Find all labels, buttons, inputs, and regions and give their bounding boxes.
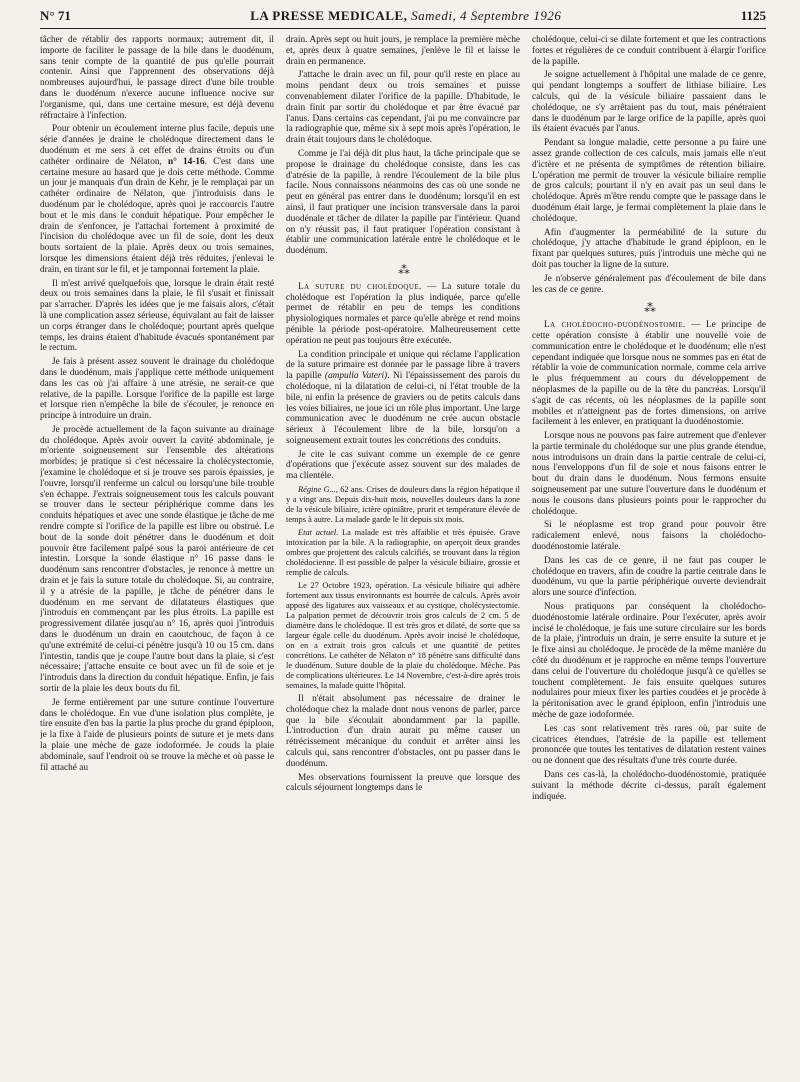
catheter-size: n° 14-16 [167, 156, 205, 167]
case-report [286, 485, 520, 525]
paragraph: Lorsque nous ne pouvons pas faire autrement que d'enlever la partie terminale du cholédoque sur une plus grande étendue, nous introduisons un drain dans la partie centrale de celui-ci, nous l'enveloppons d'un fil de soie et nous faisons entrer le bout du drain dans le duodénum. Nous fermons ensuite soigneusement par une suture l'ouverture dans le duodénum et nous le cousons dans plusieurs points pour le rapprocher du cholédoque. [532, 431, 766, 517]
text-run: , 62 ans. Crises de douleurs dans la région hépatique il y a vingt ans. Depuis dix-huit mois, nouvelles douleurs dans la zone de la vésicule biliaire, ictère opiniâtre, prurit et température élevée de temps à autre. La malade garde le lit depuis six mois. [286, 485, 520, 525]
patient-name: Régine G... [298, 485, 336, 495]
page-number: 1125 [740, 8, 766, 23]
issue-number: N° 71 [40, 8, 71, 23]
section-heading: La cholédocho-duodénostomie. [544, 320, 686, 331]
column-2 [286, 35, 520, 1075]
text-run: La condition principale et unique qui réclame l'application de la suture primaire est donnée par le passage libre à travers la papille [286, 349, 520, 382]
text-run: — Le principe de cette opération consiste à établir une nouvelle voie de communication entre le cholédoque et le duodénum; elle n'est cependant indiquée que lorsque nous ne sommes pas en état de rétablir la voie de communication normale, comme cela arrive le plus fréquemment au cours du développement de néoplasmes de la papille ou de la tête du pancréas. Lorsqu'il s'agit de cas récents, où les néoplasmes de la papille sont mobiles et n'atteignent pas de fortes dimensions, on arrive facilement à les enlever, en pratiquant la duodénostomie. [532, 320, 766, 428]
paragraph: Je soigne actuellement à l'hôpital une malade de ce genre, qui pendant longtemps a souffert de lithiase biliaire. Les calculs, qui de la vésicule biliaire passaient dans le cholédoque, ne s'y arrêtaient pas du tout, mais pénétraient dans le duodénum par le large orifice de la papille, après quoi ils étaient évacués par l'anus. [532, 70, 766, 135]
running-title [250, 8, 561, 24]
text-run: . C'est dans une certaine mesure au hasard que je dois cette méthode. Comme un jour je manquais d'un drain de Kehr, je le remplaçai par un cathéter ordinaire de Nélaton, que j'introduisis dans le duodénum par le cholédoque, après quoi je raccourcis l'autre bout et le mis dans le conduit hépatique. Pour empêcher le drain de s'enfoncer, je l'attachai fortement à proximité de l'incision du cholédoque avec un fil de soie, dont les deux bouts sortaient de la plaie. Après deux ou trois semaines, lorsque les dimensions étaient déjà très réduites, j'enlevai le drain, en tirant sur le fil, et je tamponnai fortement la plaie. [40, 156, 274, 275]
paragraph: Il m'est arrivé quelquefois que, lorsque le drain était resté deux ou trois semaines dans la plaie, le fil s'usait et finissait par s'arracher. D'après les idées que je me faisais alors, c'était là une complication assez sérieuse, équivalant au fait de laisser un corps étranger dans le cholédoque; pourtant après quelque temps, les drains étaient d'habitude évacués spontanément par le rectum. [40, 278, 274, 354]
paragraph: Les cas sont relativement très rares où, par suite de cicatrices étendues, l'atrésie de la papille est tellement prononcée que toutes les tentatives de dilatation restent vaines ou ne donnent que des résultats d'une très courte durée. [532, 723, 766, 767]
section-separator: ⁂ [398, 262, 408, 277]
paragraph: Il n'était absolument pas nécessaire de drainer le cholédoque chez la malade dont nous venons de parler, parce que la bile s'écoulait abondamment par la papille. L'introduction d'un drain aurait pu même causer un rétrécissement mécanique du conduit et arrêter ainsi les calculs qui, sans rencontrer d'obstacles, ont pu passer dans le duodénum. [286, 694, 520, 769]
text-run: Pour obtenir un écoulement interne plus facile, depuis une série d'années je draine le cholédoque directement dans le duodénum et me sers à cet effet de drains étroits ou d'un cathéter ordinaire de Nélaton, [40, 124, 274, 167]
paragraph: Nous pratiquons par conséquent la cholédocho-duodénostomie latérale ordinaire. Pour l'exécuter, après avoir incisé le cholédoque, je fais une suture circulaire sur les bords de la plaie, j'introduis un drain, je serre ensuite la suture et je le fixe ainsi au cholédoque. Je procède de la même manière du côté du duodénum et je rapproche en même temps l'ouverture dans celui de l'ouverture du cholédoque jusqu'à ce qu'elles se touchent complètement. Je fais ensuite quelques sutures nodulaires pour mieux fixer les parties coudées et je procède à la péritonisation avec le grand épiploon, enfin j'introduis une mèche de gaze iodoformée. [532, 602, 766, 721]
text-run: . La malade est très affaiblie et très épuisée. Grave intoxication par la bile. A la radiographie, on aperçoit deux grandes ombres que projettent des calculs calcifiés, se trouvant dans la région cholédocienne. Il est possible de palper la vésicule biliaire, grossie et remplie de calculs. [286, 528, 520, 578]
paragraph [286, 282, 520, 347]
column-1 [40, 35, 274, 1075]
journal-name: LA PRESSE MEDICALE, [250, 8, 408, 23]
paragraph: Je n'observe généralement pas d'écoulement de bile dans les cas de ce genre. [532, 273, 766, 295]
paragraph: Je procède actuellement de la façon suivante au drainage du cholédoque. Après avoir ouvert la cavité abdominale, je m'oriente soigneusement sur l'ensemble des altérations morbides; je pratique si c'est nécessaire la cholécystectomie, j'examine le cholédoque et si je trouve ses parois épaissies, je l'ouvre, lorsqu'il renferme un calcul ou lorsqu'une bile trouble s'en échappe. J'extrais soigneusement tous les calculs pouvant se trouver dans le secteur périphérique comme dans les conduits hépatiques et avec une sonde élastique je tâche de me rendre compte si l'orifice de la papille est libre ou obstrué. Le bout de la sonde doit pénétrer dans le duodénum et doit pouvoir être facilement palpé sous la paroi antérieure de cet intestin. Lorsque la sonde élastique n° 16 passe dans le duodénum sans rencontrer d'obstacles, je renonce à mettre un drain et je fais la suture totale du cholédoque. Si, au contraire, il y a atrésie de la papille, je tâche de pénétrer dans le duodénum en me servant de dilatateurs élastiques que j'introduis en commençant par les plus étroits. La papille est progressivement dilatée jusqu'au n° 16, après quoi j'introduis dans le duodénum un drain en caoutchouc, de façon à ce qu'une extrémité de celui-ci pénètre jusqu'à 10 ou 15 cm. dans l'intestin, tandis que je coupe l'autre bout dans la plaie, si c'est nécessaire; j'attache ensuite ce bout avec un fil de soie et je l'introduis dans la direction du conduit hépatique. Enfin, je fais sortir de la plaie les deux bouts du fil. [40, 424, 274, 695]
paragraph: Mes observations fournissent la preuve que lorsque des calculs séjournent longtemps dans le [286, 772, 520, 794]
case-report: Le 27 Octobre 1923, opération. La vésicule biliaire qui adhère fortement aux tissus environnants est bourrée de calculs. Après avoir apposé des ligatures aux vaisseaux et au cystique, cholécystectomie. La palpation permet de découvrir trois gros calculs de 2 cm. 5 de diamètre dans le cholédoque. Il est très gros et dilaté, de sorte que sa largeur égale celle du duodénum. Après avoir incisé le cholédoque, on en a extrait trois gros calculs et une quantité de petites concrétions. Le cathéter de Nélaton n° 18 pénètre sans difficulté dans le duodénum. Suture double de la plaie du cholédoque. Mèche. Pas de complications ultérieures. Le 14 Novembre, c'est-à-dire après trois semaines, la malade quitte l'hôpital. [286, 581, 520, 691]
paragraph: cholédoque, celui-ci se dilate fortement et que les contractions fortes et régulières de ce conduit contribuent à élargir l'orifice de la papille. [532, 35, 766, 67]
section-heading: La suture du cholédoque. [298, 281, 422, 292]
section-separator: ⁂ [644, 301, 654, 316]
paragraph: J'attache le drain avec un fil, pour qu'il reste en place au moins pendant deux ou trois semaines et puisse convenablement dilater l'orifice de la papille. D'habitude, le drain finit par sortir du cholédoque et par être évacué par l'anus. Dans certains cas cependant, j'ai pu me convaincre par la radiographie que, même six à sept mois après l'opération, le drain était toujours dans le cholédoque. [286, 70, 520, 146]
paragraph: drain. Après sept ou huit jours, je remplace la première mèche et, après deux à quatre semaines, j'enlève le fil et laisse le drain en permanence. [286, 35, 520, 67]
page-header [40, 8, 766, 29]
paragraph: Je ferme entièrement par une suture continue l'ouverture dans le cholédoque. En vue d'une isolation plus complète, je tire ensuite d'en bas la partie la plus proche du grand épiploon, je la fixe à l'aide de plusieurs points de suture et je mets dans la plaie une mèche de gaze iodoformée. Je couds la plaie abdominale, sauf l'endroit où se trouve la mèche et où passe le fil attaché au [40, 697, 274, 773]
issue-date: Samedi, 4 Septembre 1926 [411, 8, 562, 23]
paragraph [532, 320, 766, 428]
paragraph: tâcher de rétablir des rapports normaux; autrement dit, il importe de faciliter le passage de la bile dans le duodénum, sans tenir compte de la quantité de pus qu'elle pourrait contenir. Ainsi que l'apprennent des observations déjà nombreuses aujourd'hui, le passage direct d'une bile trouble dans le duodénum n'exerce aucune influence nocive sur l'organisme, qui, dans une certaine mesure, est déjà devenu réfractaire à l'infection. [40, 35, 274, 121]
text-run: . Ni l'épaississement des parois du cholédoque, ni la dilatation de celui-ci, ni l'état trouble de la bile, ni enfin la présence de graviers ou de petits calculs dans les voies biliaires, ne joue ici un rôle plus important. Une large communication avec le duodénum ne crée aucun obstacle sérieux à l'écoulement libre de la bile, lorsqu'on a soigneusement extrait toutes les concrétions des conduits. [286, 371, 520, 446]
paragraph: Je cite le cas suivant comme un exemple de ce genre d'opérations que j'exécute assez souvent sur des malades de ma clientèle. [286, 449, 520, 482]
paragraph [40, 124, 274, 275]
latin-term: (ampulla Vateri) [324, 371, 388, 382]
case-label: Etat actuel [298, 528, 337, 538]
paragraph: Dans ces cas-là, la cholédocho-duodénostomie, pratiquée suivant la méthode décrite ci-dessus, paraît également indiquée. [532, 770, 766, 802]
text-columns [40, 35, 766, 1075]
case-report [286, 528, 520, 578]
paragraph: Pendant sa longue maladie, cette personne a pu faire une assez grande collection de ces calculs, mais jamais elle n'eut d'ictère et ne présenta de symptômes de rétention biliaire. L'opération me permit de trouver la vésicule biliaire remplie de gros calculs; pourtant il n'y en avait pas un seul dans le cholédoque. Après m'être rendu compte que le passage dans le duodénum était large, je fermai complètement la plaie dans le cholédoque. [532, 138, 766, 224]
column-3 [532, 35, 766, 1075]
paragraph: Je fais à présent assez souvent le drainage du cholédoque dans le duodénum, mais j'applique cette méthode uniquement dans les cas où j'ai affaire à une atrésie, ne serait-ce que relative, de la papille. Lorsque l'orifice de la papille est large et lorsque rien n'empêche la bile de s'écouler, je renonce en principe à introduire un drain. [40, 357, 274, 422]
paragraph: Comme je l'ai déjà dit plus haut, la tâche principale que se propose le drainage du cholédoque consiste, dans les cas d'atrésie de la papille, à rendre l'écoulement de la bile plus facile. Nous connaissons néanmoins des cas où une sonde ne peut en général pas entrer dans le duodénum; lorsqu'il en est ainsi, il faut pratiquer une incision transversale dans la paroi duodénale et tâcher de dilater la papille par l'intérieur. Quand on n'y réussit pas, il faut pratiquer l'opération consistant à établir une communication latérale entre le cholédoque et le duodénum. [286, 148, 520, 257]
paragraph: Dans les cas de ce genre, il ne faut pas couper le cholédoque en travers, afin de coudre la partie centrale dans le duodénum, vu que la partie périphérique ouverte deviendrait alors une source d'infection. [532, 555, 766, 599]
paragraph [286, 350, 520, 447]
paragraph: Afin d'augmenter la perméabilité de la suture du cholédoque, j'y attache d'habitude le grand épiploon, en le fixant par quelques sutures, puis j'introduis une mèche qui ne doit pas toucher la ligne de la suture. [532, 227, 766, 270]
text-run: — La suture totale du cholédoque est l'opération la plus indiquée, parce qu'elle permet de rétablir en peu de temps les conditions physiologiques normales et parce qu'elle abrège et rend moins pénible la période post-opératoire. Malheureusement cette opération ne peut pas toujours être exécutée. [286, 281, 520, 346]
paragraph: Si le néoplasme est trop grand pour pouvoir être radicalement enlevé, nous faisons la cholédocho-duodénostomie latérale. [532, 520, 766, 553]
